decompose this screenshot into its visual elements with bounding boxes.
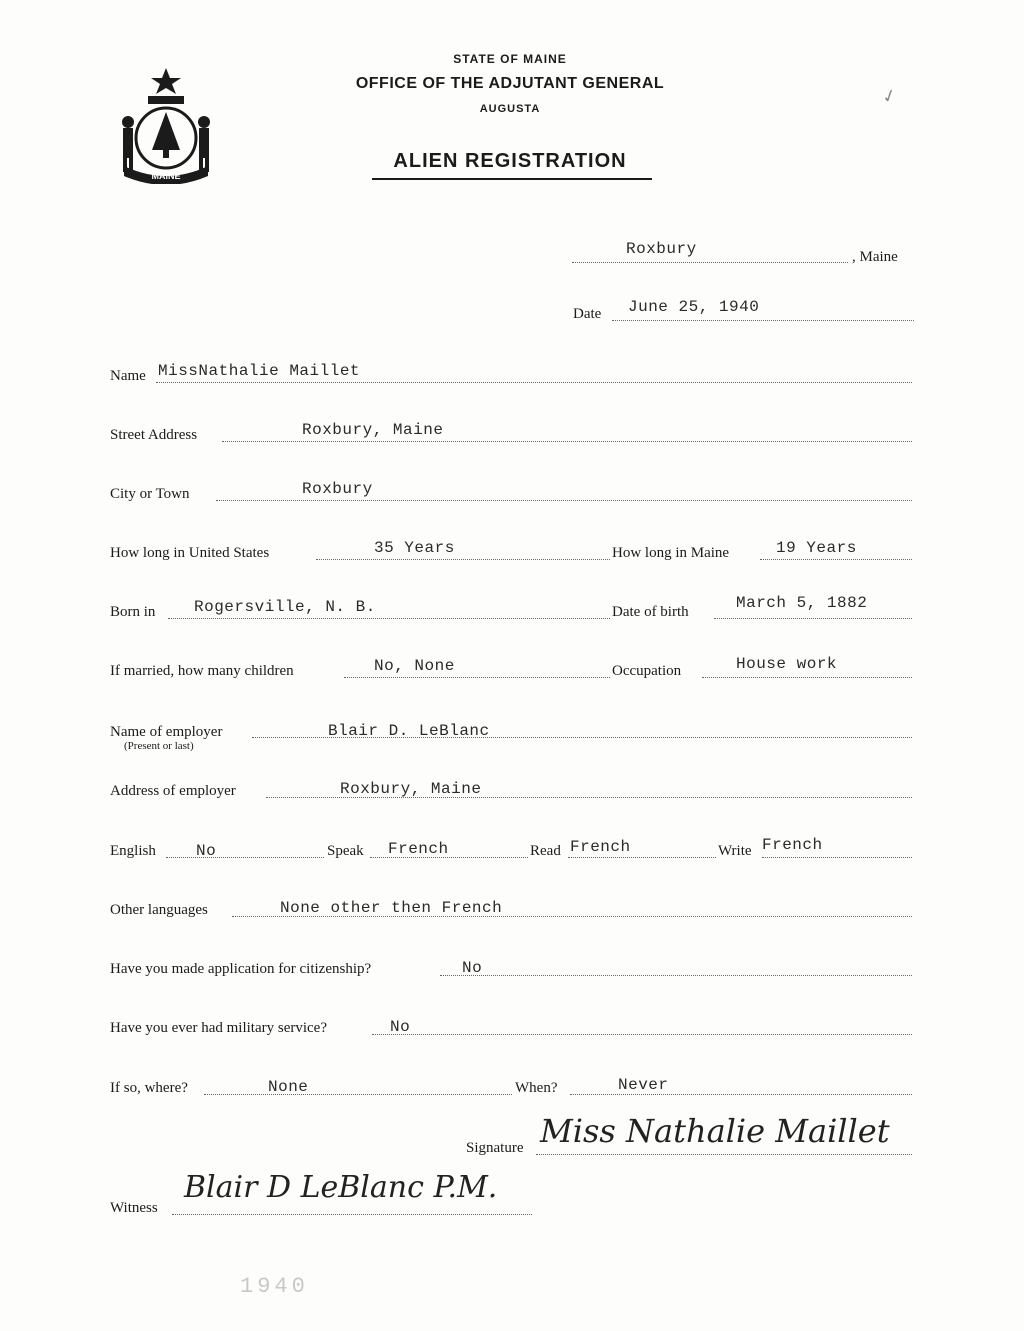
write-label: Write [718, 843, 752, 859]
city-value: Roxbury [302, 480, 373, 498]
town-suffix: , Maine [852, 249, 898, 265]
where-line [204, 1094, 512, 1095]
citizenship-value: No [462, 959, 483, 977]
state-heading: STATE OF MAINE [453, 52, 567, 66]
children-label: If married, how many children [110, 663, 294, 679]
years-us-label: How long in United States [110, 545, 270, 561]
dob-label: Date of birth [612, 604, 689, 620]
city-line [216, 500, 912, 501]
years-maine-line [760, 559, 912, 560]
date-label: Date [573, 306, 602, 322]
where-value: None [268, 1078, 309, 1096]
children-value: No, None [374, 657, 455, 675]
check-mark-icon: ✓ [879, 84, 900, 108]
dob-value: March 5, 1882 [736, 594, 868, 612]
name-line [156, 382, 912, 383]
employer-label: Name of employer [110, 724, 223, 740]
years-us-line [316, 559, 610, 560]
street-line [222, 441, 912, 442]
witness-label: Witness [110, 1200, 158, 1216]
english-value: No [196, 842, 217, 860]
occupation-line [702, 677, 912, 678]
date-line [612, 320, 914, 321]
speak-value: French [388, 840, 449, 858]
witness-line [172, 1214, 532, 1215]
city-heading: AUGUSTA [479, 103, 541, 115]
maine-state-seal-icon [110, 62, 222, 184]
town-value: Roxbury [626, 240, 697, 258]
other-languages-label: Other languages [110, 902, 208, 918]
years-maine-value: 19 Years [776, 539, 857, 557]
dob-line [714, 618, 912, 619]
office-heading: OFFICE OF THE ADJUTANT GENERAL [355, 75, 665, 92]
when-line [570, 1094, 912, 1095]
military-value: No [390, 1018, 411, 1036]
other-languages-value: None other then French [280, 899, 503, 917]
years-us-value: 35 Years [374, 539, 455, 557]
employer-address-value: Roxbury, Maine [340, 780, 482, 798]
faded-stamp: 1940 [240, 1274, 309, 1299]
citizenship-line [440, 975, 912, 976]
name-value: MissNathalie Maillet [158, 362, 361, 380]
read-value: French [570, 838, 631, 856]
employer-address-label: Address of employer [110, 783, 236, 799]
english-line [166, 857, 324, 858]
born-in-value: Rogersville, N. B. [194, 598, 376, 616]
born-in-label: Born in [110, 604, 156, 620]
street-label: Street Address [110, 427, 198, 443]
children-line [344, 677, 610, 678]
date-value: June 25, 1940 [628, 298, 760, 316]
seal-text: MAINE [151, 171, 181, 181]
form-title: ALIEN REGISTRATION [393, 150, 627, 172]
write-value: French [762, 836, 823, 854]
years-maine-label: How long in Maine [612, 545, 730, 561]
city-label: City or Town [110, 486, 190, 502]
signature-line [536, 1154, 912, 1155]
military-line [372, 1034, 912, 1035]
town-line [572, 262, 848, 263]
when-value: Never [618, 1076, 669, 1094]
when-label: When? [515, 1080, 558, 1096]
born-in-line [168, 618, 610, 619]
occupation-label: Occupation [612, 663, 682, 679]
read-line [568, 857, 716, 858]
citizenship-label: Have you made application for citizenship? [110, 961, 372, 977]
name-label: Name [110, 368, 146, 384]
title-underline [372, 178, 652, 180]
signature-value: Miss Nathalie Maillet [540, 1112, 890, 1150]
employer-value: Blair D. LeBlanc [328, 722, 490, 740]
military-label: Have you ever had military service? [110, 1020, 327, 1036]
where-label: If so, where? [110, 1080, 188, 1096]
occupation-value: House work [736, 655, 838, 673]
read-label: Read [530, 843, 561, 859]
street-value: Roxbury, Maine [302, 421, 444, 439]
write-line [762, 857, 912, 858]
signature-label: Signature [466, 1140, 524, 1156]
witness-value: Blair D LeBlanc P.M. [184, 1170, 498, 1205]
english-label: English [110, 843, 156, 859]
employer-sublabel: (Present or last) [124, 740, 194, 752]
speak-label: Speak [327, 843, 364, 859]
